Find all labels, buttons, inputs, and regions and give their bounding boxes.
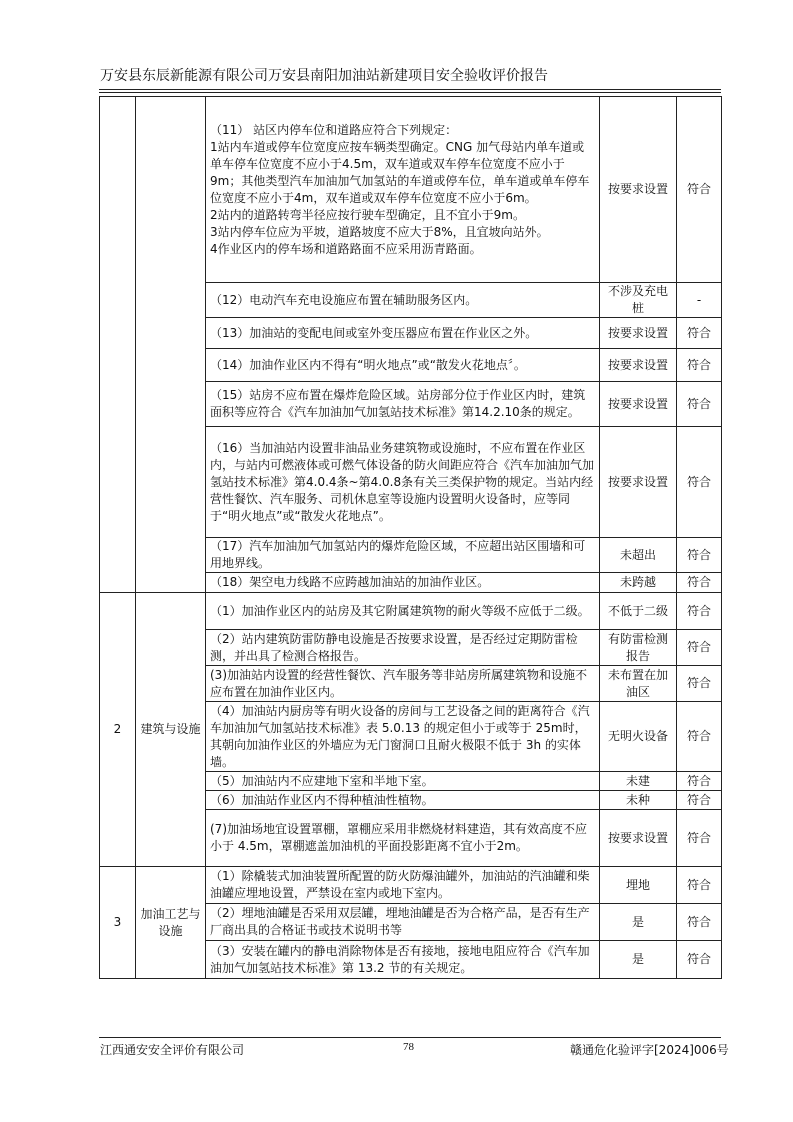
requirement-cell [206, 630, 600, 666]
requirement-text: （3）安装在罐内的静电消除物体是否有接地，接地电阻应符合《汽车加油加气加氢站技术标准》第 13.2 节的有关规定。 [210, 943, 590, 975]
requirement-text: （16）当加油站内设置非油品业务建筑物或设施时，不应布置在作业区内，与站内可燃液体或可燃气体设备的防火间距应符合《汽车加油加气加氢站技术标准》第4.0.4条~第4.0.8条有关三类保护物的规定。当站内经营性餐饮、汽车服务、司机休息室等设施内设置明火设备时，应等同于“明火地点”或“散发火花地点”。 [210, 440, 595, 523]
inspection-result-cell: 未建 [600, 772, 677, 791]
inspection-result-cell: 按要求设置 [600, 382, 677, 427]
row-number-cell: 3 [100, 867, 136, 979]
inspection-result-cell: 无明火设备 [600, 702, 677, 772]
inspection-result-cell: 未布置在加油区 [600, 666, 677, 702]
inspection-result-cell: 未超出 [600, 538, 677, 573]
inspection-result-cell: 不低于二级 [600, 593, 677, 630]
conclusion-cell: 符合 [677, 427, 722, 538]
conclusion-cell: 符合 [677, 791, 722, 810]
conclusion-cell: 符合 [677, 97, 722, 283]
inspection-result-cell: 是 [600, 904, 677, 941]
requirement-text: （13）加油站的变配电间或室外变压器应布置在作业区之外。 [210, 325, 538, 340]
requirement-text: 3站内停车位应为平坡，道路坡度不应大于8%，且宜坡向站外。 [210, 224, 549, 239]
conclusion-cell: 符合 [677, 904, 722, 941]
inspection-result-cell: 埋地 [600, 867, 677, 904]
requirement-cell [206, 772, 600, 791]
table-row [100, 97, 722, 283]
conclusion-cell: 符合 [677, 318, 722, 349]
conclusion-cell: 符合 [677, 538, 722, 573]
requirement-cell [206, 573, 600, 593]
inspection-result-cell: 按要求设置 [600, 810, 677, 867]
requirement-cell [206, 810, 600, 867]
inspection-result-cell: 按要求设置 [600, 318, 677, 349]
item-name-cell: 建筑与设施 [136, 593, 206, 867]
requirement-cell [206, 97, 600, 283]
item-name-cell: 加油工艺与设施 [136, 867, 206, 979]
requirement-text: （11） 站区内停车位和道路应符合下列规定： [210, 122, 458, 137]
requirement-cell [206, 382, 600, 427]
conclusion-cell: - [677, 283, 722, 318]
inspection-result-cell: 不涉及充电桩 [600, 283, 677, 318]
requirement-cell [206, 427, 600, 538]
requirement-text: (7)加油场地宜设置罩棚，罩棚应采用非燃烧材料建造，其有效高度不应小于 4.5m，罩棚遮盖加油机的平面投影距离不宜小于2m。 [210, 822, 588, 853]
conclusion-cell: 符合 [677, 702, 722, 772]
requirement-text: (3)加油站内设置的经营性餐饮、汽车服务等非站房所属建筑物和设施不应布置在加油作业区内。 [210, 667, 588, 699]
requirement-cell [206, 538, 600, 573]
table-row [100, 867, 722, 904]
requirement-text: （4）加油站内厨房等有明火设备的房间与工艺设备之间的距离符合《汽车加油加气加氢站技术标准》表 5.0.13 的规定但小于或等于 25m时，其朝向加油作业区的外墙应为无门窗洞口且耐火极限不低于 3h 的实体墙。 [210, 703, 590, 769]
requirement-text: 1站内车道或停车位宽度应按车辆类型确定。CNG 加气母站内单车道或单车停车位宽度不应小于4.5m，双车道或双车停车位宽度不应小于9m；其他类型汽车加油加气加氢站的车道或停车位，单车道或单车停车位宽度不应小于4m，双车道或双车停车位宽度不应小于6m。 [210, 139, 590, 205]
requirement-text: （12）电动汽车充电设施应布置在辅助服务区内。 [210, 292, 478, 307]
conclusion-cell: 符合 [677, 666, 722, 702]
inspection-result-cell: 未种 [600, 791, 677, 810]
conclusion-cell: 符合 [677, 630, 722, 666]
requirement-cell [206, 349, 600, 382]
requirement-cell [206, 702, 600, 772]
requirement-text: （18）架空电力线路不应跨越加油站的加油作业区。 [210, 575, 490, 589]
requirement-cell [206, 593, 600, 630]
inspection-result-cell: 是 [600, 941, 677, 979]
requirement-text: （2）站内建筑防雷防静电设施是否按要求设置，是否经过定期防雷检测，并出具了检测合格报告。 [210, 631, 578, 663]
header-rule [99, 89, 721, 90]
conclusion-cell: 符合 [677, 593, 722, 630]
requirement-text: 2站内的道路转弯半径应按行驶车型确定，且不宜小于9m。 [210, 207, 525, 222]
footer-doc-number: 赣通危化验评字[2024]006号 [570, 1043, 729, 1057]
item-name-cell [136, 97, 206, 593]
conclusion-cell: 符合 [677, 573, 722, 593]
requirement-text: （2）埋地油罐是否采用双层罐，埋地油罐是否为合格产品，是否有生产厂商出具的合格证书或技术说明书等 [210, 906, 590, 937]
requirement-cell [206, 666, 600, 702]
inspection-result-cell: 按要求设置 [600, 97, 677, 283]
conclusion-cell: 符合 [677, 810, 722, 867]
requirement-text: （1）除橇装式加油装置所配置的防火防爆油罐外，加油站的汽油罐和柴油罐应埋地设置，严禁设在室内或地下室内。 [210, 869, 590, 900]
inspection-result-cell: 有防雷检测报告 [600, 630, 677, 666]
row-number-cell [100, 97, 136, 593]
inspection-result-cell: 未跨越 [600, 573, 677, 593]
requirement-cell [206, 283, 600, 318]
header-rule-double [99, 92, 721, 93]
inspection-result-cell: 按要求设置 [600, 349, 677, 382]
inspection-result-cell: 按要求设置 [600, 427, 677, 538]
footer-rule [99, 1037, 721, 1038]
conclusion-cell: 符合 [677, 382, 722, 427]
requirement-text: （15）站房不应布置在爆炸危险区域。站房部分位于作业区内时，建筑面积等应符合《汽车加油加气加氢站技术标准》第14.2.10条的规定。 [210, 388, 586, 419]
requirement-cell [206, 318, 600, 349]
requirement-text: （1）加油作业区内的站房及其它附属建筑物的耐火等级不应低于二级。 [210, 603, 590, 618]
requirement-text: （17）汽车加油加气加氢站内的爆炸危险区域，不应超出站区围墙和可用地界线。 [210, 539, 586, 570]
report-title: 万安县东辰新能源有限公司万安县南阳加油站新建项目安全验收评价报告 [100, 68, 548, 84]
footer-company: 江西通安安全评价有限公司 [100, 1043, 245, 1057]
requirement-text: （5）加油站内不应建地下室和半地下室。 [210, 773, 434, 788]
table-row [100, 593, 722, 630]
requirement-cell [206, 791, 600, 810]
requirement-text: （14）加油作业区内不得有“明火地点”或“散发火花地点〞。 [210, 357, 526, 372]
requirement-text: 4作业区内的停车场和道路路面不应采用沥青路面。 [210, 241, 482, 256]
requirement-cell [206, 941, 600, 979]
row-number-cell: 2 [100, 593, 136, 867]
conclusion-cell: 符合 [677, 772, 722, 791]
page-number: 78 [403, 1041, 414, 1053]
conclusion-cell: 符合 [677, 349, 722, 382]
evaluation-table [99, 96, 722, 979]
requirement-cell [206, 867, 600, 904]
conclusion-cell: 符合 [677, 867, 722, 904]
requirement-cell [206, 904, 600, 941]
conclusion-cell: 符合 [677, 941, 722, 979]
requirement-text: （6）加油站作业区内不得种植油性植物。 [210, 792, 434, 807]
